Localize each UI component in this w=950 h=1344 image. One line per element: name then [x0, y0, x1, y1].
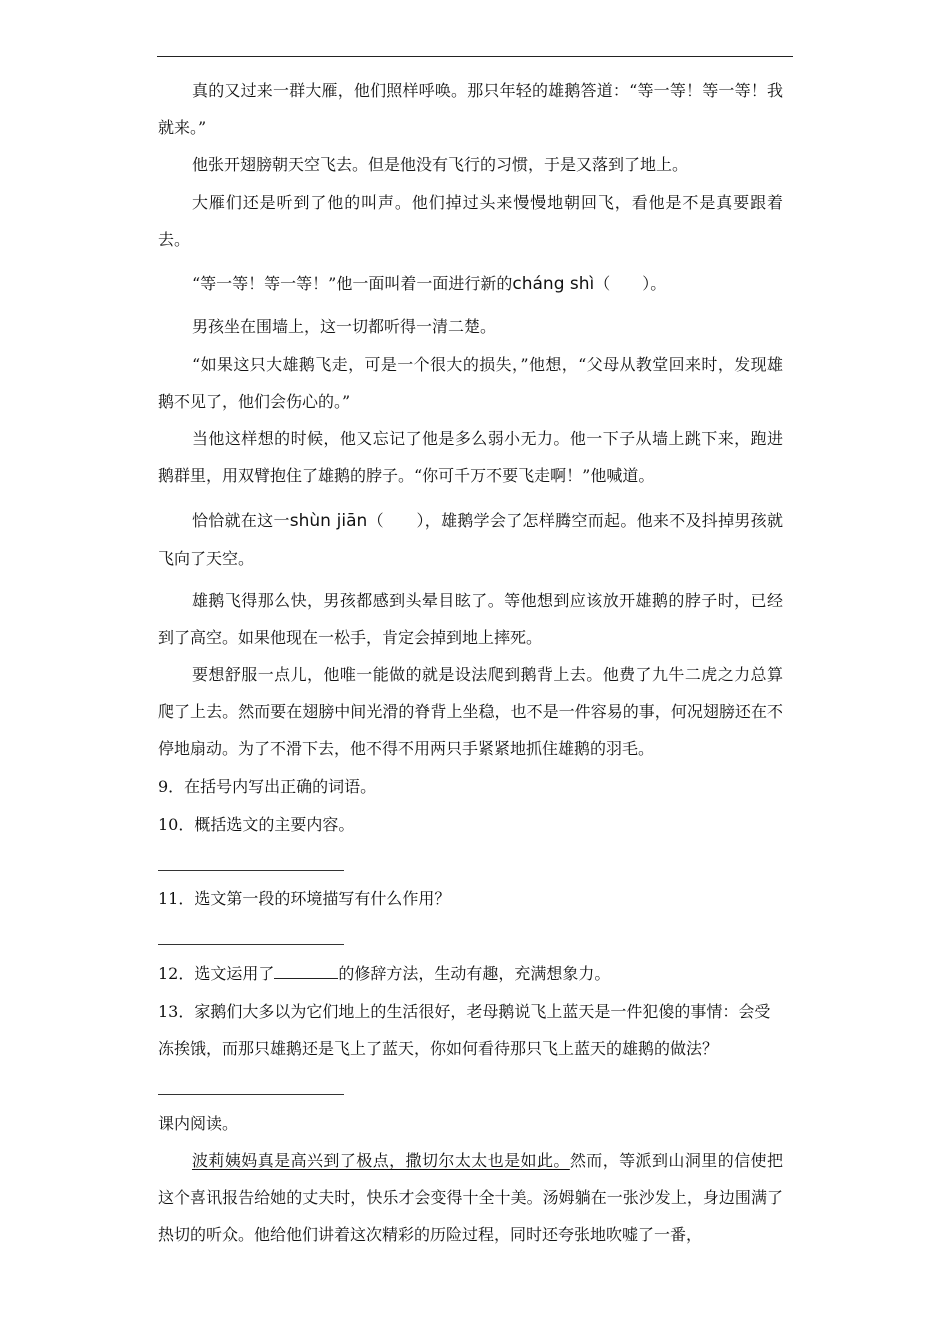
pinyin-shunjian: shùn jiān	[289, 511, 368, 531]
passage-paragraph-10: 要想舒服一点儿，他唯一能做的就是设法爬到鹅背上去。他费了九牛二虎之力总算爬了上去。然而要在翅膀中间光滑的脊背上坐稳，也不是一件容易的事，何况翅膀还在不停地扇动。为了不滑下去，他不得不用两只手紧紧地抓住雄鹅的羽毛。	[158, 665, 783, 758]
q12-answer-blank[interactable]	[274, 960, 338, 979]
passage-paragraph-8	[158, 502, 783, 577]
passage-paragraph-5: 男孩坐在围墙上，这一切都听得一清二楚。	[192, 317, 497, 336]
question-12	[158, 955, 783, 992]
p4-blank: （ ）。	[594, 274, 667, 293]
q12-text-after: 的修辞方法，生动有趣，充满想象力。	[338, 964, 611, 983]
passage-paragraph-7: 当他这样想的时候，他又忘记了他是多么弱小无力。他一下子从墙上跳下来，跑进鹅群里，用双臂抱住了雄鹅的脖子。“你可千万不要飞走啊！”他喊道。	[158, 429, 783, 485]
p4-text-before: “等一等！等一等！”他一面叫着一面进行新的	[192, 274, 513, 293]
passage-paragraph-2: 他张开翅膀朝天空飞去。但是他没有飞行的习惯，于是又落到了地上。	[192, 155, 689, 174]
passage-paragraph-1: 真的又过来一群大雁，他们照样呼唤。那只年轻的雄鹅答道：“等一等！等一等！我就来。”	[158, 81, 783, 137]
q12-text-before: 12．选文运用了	[158, 964, 275, 983]
passage-paragraph-3: 大雁们还是听到了他的叫声。他们掉过头来慢慢地朝回飞，看他是不是真要跟着去。	[158, 193, 783, 249]
passage-paragraph-6: “如果这只大雄鹅飞走，可是一个很大的损失，”他想，“父母从教堂回来时，发现雄鹅不见了，他们会伤心的。”	[158, 355, 783, 411]
question-13: 13．家鹅们大多以为它们地上的生活很好，老母鹅说飞上蓝天是一件犯傻的事情：会受冻挨饿，而那只雄鹅还是飞上了蓝天，你如何看待那只飞上蓝天的雄鹅的做法？	[158, 1002, 771, 1058]
p8-text-after: （ ），雄鹅学会了怎样腾空而起。他来不及抖掉男孩就飞向了天空。	[158, 511, 783, 568]
answer-line-13[interactable]	[158, 1094, 344, 1095]
header-rule	[157, 56, 793, 57]
passage-paragraph-4	[158, 265, 783, 303]
p8-text-before: 恰恰就在这一	[192, 511, 290, 530]
section-heading: 课内阅读。	[158, 1114, 239, 1133]
question-9: 9．在括号内写出正确的词语。	[158, 777, 377, 796]
question-11: 11．选文第一段的环境描写有什么作用？	[158, 889, 451, 908]
answer-line-10[interactable]	[158, 870, 344, 871]
underlined-sentence: 波莉姨妈真是高兴到了极点，撒切尔太太也是如此。	[192, 1151, 570, 1170]
pinyin-changshi: cháng shì	[512, 274, 595, 294]
reading-passage-2-rest: 然而，等派到山洞里的信使把这个喜讯报告给她的丈夫时，快乐才会变得十全十美。汤姆躺在一张沙发上，身边围满了热切的听众。他给他们讲着这次精彩的历险过程，同时还夸张地吹嘘了一番，	[158, 1151, 783, 1244]
reading-passage-2	[158, 1142, 783, 1253]
passage-paragraph-9: 雄鹅飞得那么快，男孩都感到头晕目眩了。等他想到应该放开雄鹅的脖子时，已经到了高空。如果他现在一松手，肯定会掉到地上摔死。	[158, 591, 783, 647]
answer-line-11[interactable]	[158, 944, 344, 945]
question-10: 10．概括选文的主要内容。	[158, 815, 355, 834]
